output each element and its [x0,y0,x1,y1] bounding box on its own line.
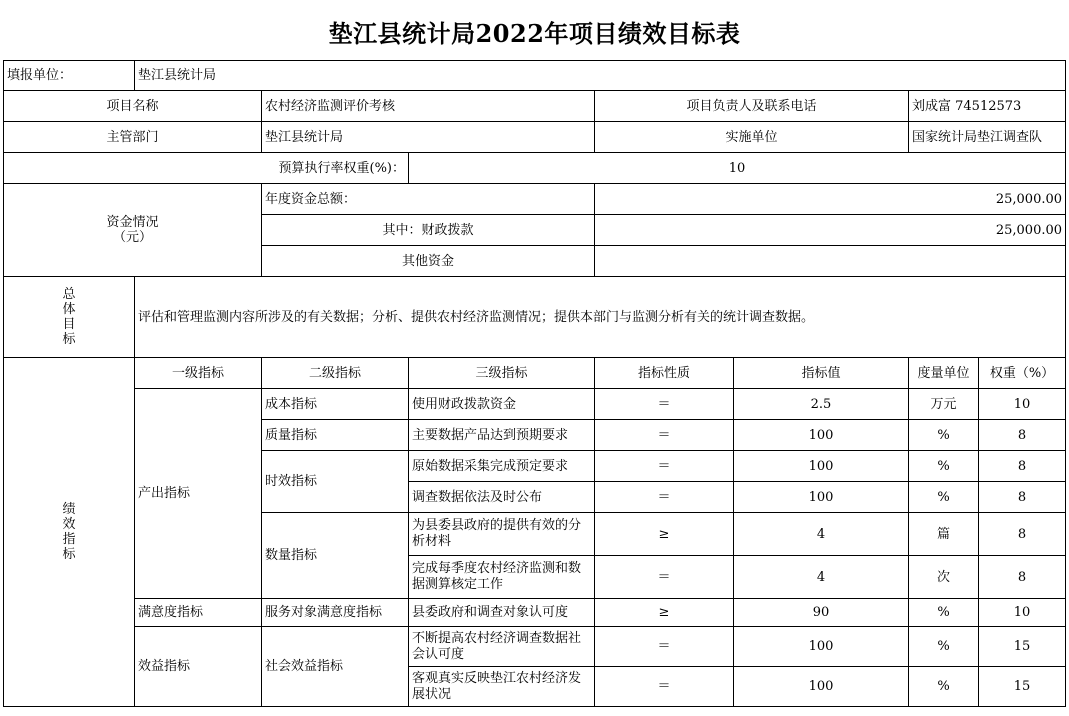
page-title: 垫江县统计局2022年项目绩效目标表 [328,19,741,48]
goal-text: 评估和管理监测内容所涉及的有关数据；分析、提供农村经济监测情况；提供本部门与监测分析有关的统计调查数据。 [135,277,1066,358]
fund-other-label: 其他资金 [262,246,595,277]
indicator-nature: ＝ [595,667,734,707]
budget-weight-label: 预算执行率权重(%)： [4,153,409,184]
indicator-weight: 8 [979,556,1066,599]
indicator-value: 100 [734,420,909,451]
performance-table [3,60,1066,707]
indicators-label-char: 指 [62,532,76,547]
header-value: 指标值 [734,358,909,389]
impl-value: 国家统计局垫江调查队 [909,122,1066,153]
funds-label [4,184,262,277]
indicator-header-row [4,358,1066,389]
indicator-weight: 15 [979,667,1066,707]
fund-total-value: 25,000.00 [595,184,1066,215]
goal-label-char: 标 [62,332,76,347]
fill-unit-row [4,61,1066,91]
indicator-value: 100 [734,451,909,482]
indicator-value: 100 [734,627,909,667]
indicator-nature: ≥ [595,513,734,556]
indicator-name: 县委政府和调查对象认可度 [409,599,595,627]
dept-label: 主管部门 [4,122,262,153]
header-level1: 一级指标 [135,358,262,389]
header-weight: 权重（%） [979,358,1066,389]
indicator-unit: % [909,420,979,451]
indicator-name: 主要数据产品达到预期要求 [409,420,595,451]
project-name-row [4,91,1066,122]
dept-row [4,122,1066,153]
indicator-nature: ＝ [595,389,734,420]
indicator-unit: 次 [909,556,979,599]
indicator-value: 90 [734,599,909,627]
contact-value: 刘成富 74512573 [909,91,1066,122]
header-level2: 二级指标 [262,358,409,389]
indicator-weight: 8 [979,513,1066,556]
impl-label: 实施单位 [595,122,909,153]
fund-total-row [4,184,1066,215]
indicator-weight: 8 [979,451,1066,482]
fund-fiscal-value: 25,000.00 [595,215,1066,246]
indicator-value: 4 [734,513,909,556]
indicator-unit: % [909,451,979,482]
contact-label: 项目负责人及联系电话 [595,91,909,122]
fund-total-label: 年度资金总额： [262,184,595,215]
indicator-value: 100 [734,667,909,707]
budget-weight-value: 10 [409,153,1066,184]
indicator-name: 调查数据依法及时公布 [409,482,595,513]
indicator-name: 不断提高农村经济调查数据社会认可度 [409,627,595,667]
goal-label-char: 体 [62,302,76,317]
indicator-value: 100 [734,482,909,513]
budget-weight-row [4,153,1066,184]
indicator-weight: 10 [979,389,1066,420]
project-name-label: 项目名称 [4,91,262,122]
indicator-name: 为县委县政府的提供有效的分析材料 [409,513,595,556]
indicator-name: 客观真实反映垫江农村经济发展状况 [409,667,595,707]
goal-label-char: 目 [62,317,76,332]
indicator-name: 原始数据采集完成预定要求 [409,451,595,482]
indicator-unit: % [909,667,979,707]
funds-label-line2: （元） [112,230,152,245]
fill-unit-value: 垫江县统计局 [135,61,1066,91]
indicator-nature: ＝ [595,482,734,513]
fill-unit-label: 填报单位： [4,61,135,91]
indicator-unit: % [909,627,979,667]
level2-quality: 质量指标 [262,420,409,451]
project-name-value: 农村经济监测评价考核 [262,91,595,122]
indicator-unit: 篇 [909,513,979,556]
indicator-name: 完成每季度农村经济监测和数据测算核定工作 [409,556,595,599]
level2-quantity: 数量指标 [262,513,409,599]
table-row [4,627,1066,667]
level2-cost: 成本指标 [262,389,409,420]
table-row [4,599,1066,627]
indicators-label-char: 标 [62,547,76,562]
header-nature: 指标性质 [595,358,734,389]
indicator-weight: 8 [979,482,1066,513]
indicator-nature: ＝ [595,451,734,482]
header-level3: 三级指标 [409,358,595,389]
level1-output: 产出指标 [135,389,262,599]
level2-timeliness: 时效指标 [262,451,409,513]
indicator-weight: 15 [979,627,1066,667]
dept-value: 垫江县统计局 [262,122,595,153]
table-row [4,389,1066,420]
goal-row [4,277,1066,358]
indicator-name: 使用财政拨款资金 [409,389,595,420]
fund-fiscal-label: 其中：财政拨款 [262,215,595,246]
indicator-weight: 10 [979,599,1066,627]
indicator-weight: 8 [979,420,1066,451]
indicator-value: 4 [734,556,909,599]
indicator-unit: 万元 [909,389,979,420]
indicator-nature: ＝ [595,627,734,667]
level1-benefit: 效益指标 [135,627,262,707]
level1-satisfaction: 满意度指标 [135,599,262,627]
goal-label [4,277,135,358]
level2-service: 服务对象满意度指标 [262,599,409,627]
indicators-label-char: 效 [62,517,76,532]
level2-social: 社会效益指标 [262,627,409,707]
indicator-nature: ＝ [595,556,734,599]
indicator-nature: ＝ [595,420,734,451]
indicator-value: 2.5 [734,389,909,420]
indicator-nature: ≥ [595,599,734,627]
indicators-label-char: 绩 [62,502,76,517]
indicators-label [4,358,135,707]
fund-other-value [595,246,1066,277]
indicator-unit: % [909,599,979,627]
goal-label-char: 总 [62,287,76,302]
header-unit: 度量单位 [909,358,979,389]
funds-label-line1: 资金情况 [106,215,159,230]
indicator-unit: % [909,482,979,513]
